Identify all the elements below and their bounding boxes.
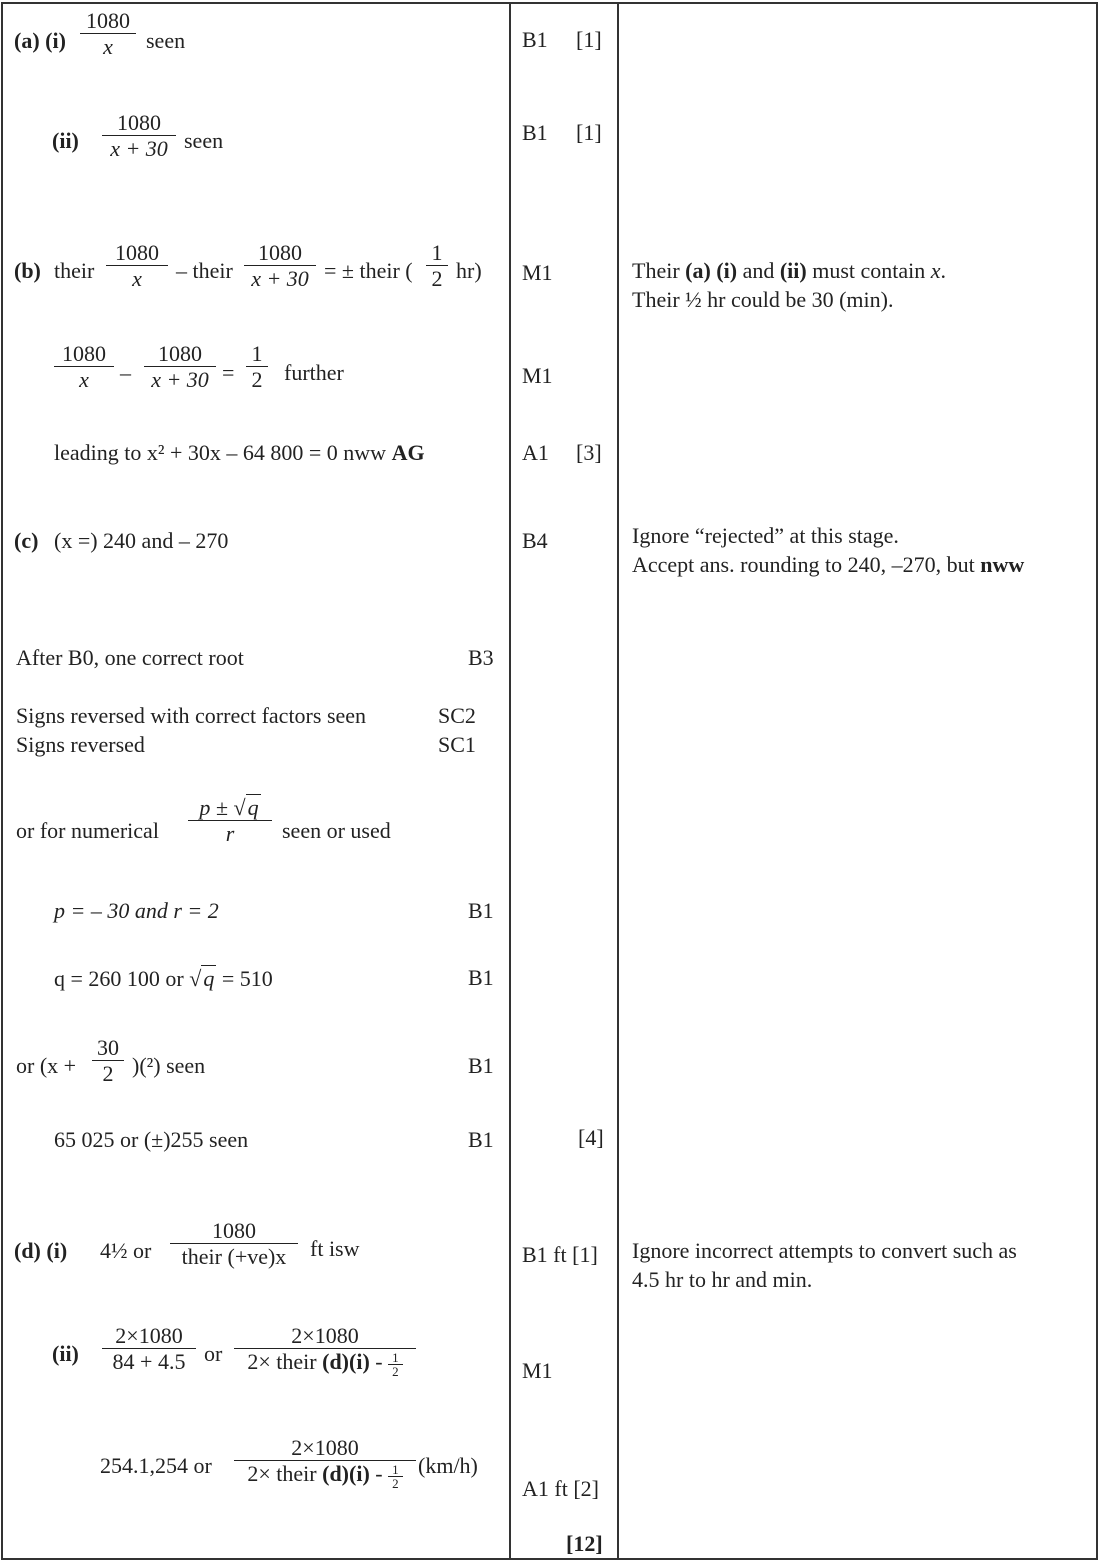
fraction-numerator: 1080 bbox=[117, 110, 161, 135]
b-mark-2: M1 bbox=[522, 363, 553, 388]
b-l2-minus: – bbox=[120, 360, 131, 385]
d-i-note-2: 4.5 hr to hr and min. bbox=[632, 1267, 813, 1292]
part-d-i-label: (d) (i) bbox=[14, 1238, 68, 1263]
a-ii-mark: B1 bbox=[522, 120, 548, 145]
c-signs-reversed-factors-mark: SC2 bbox=[438, 703, 476, 728]
b-note-2: Their ½ hr could be 30 (min). bbox=[632, 287, 894, 312]
fraction-denominator: 84 + 4.5 bbox=[102, 1348, 196, 1374]
b-minus-their-text: – their bbox=[176, 258, 233, 283]
sqrt-sign: √ bbox=[233, 795, 246, 820]
b-mark-1: M1 bbox=[522, 260, 553, 285]
fraction-denominator: r bbox=[188, 820, 272, 846]
a-i-mark: B1 bbox=[522, 27, 548, 52]
c-q-mark: B1 bbox=[468, 965, 494, 990]
c-or-text: or (x + bbox=[16, 1053, 77, 1078]
fraction-b-l2-3 bbox=[246, 341, 268, 393]
fraction-numerator: 1080 bbox=[158, 341, 202, 366]
fraction-b-1 bbox=[106, 240, 168, 292]
sqrt-q: q bbox=[203, 966, 215, 991]
fraction-numerator: 2×1080 bbox=[115, 1323, 183, 1348]
d-ii-mark-2: A1 ft [2] bbox=[522, 1476, 599, 1501]
a-ii-total: [1] bbox=[576, 120, 602, 145]
d-i-mark: B1 ft [1] bbox=[522, 1242, 598, 1267]
fraction-numerator: 1080 bbox=[212, 1218, 256, 1243]
den-bold: (d)(i) bbox=[322, 1349, 370, 1375]
column-divider-notes bbox=[617, 2, 619, 1560]
table-border-right bbox=[1096, 2, 1098, 1560]
d-ii-or: or bbox=[204, 1341, 223, 1366]
c-square-mark: B1 bbox=[468, 1127, 494, 1152]
fraction-numerator: 30 bbox=[97, 1035, 119, 1060]
fraction-numerator bbox=[188, 794, 272, 820]
fraction-numerator: 1 bbox=[431, 240, 443, 265]
fraction-denominator: x bbox=[106, 265, 168, 291]
tiny-numerator: 1 bbox=[392, 1461, 399, 1477]
tiny-half-fraction bbox=[388, 1463, 403, 1490]
a-ii-seen-text: seen bbox=[184, 128, 224, 153]
fraction-a-i bbox=[80, 8, 136, 60]
sqrt-sign: √ bbox=[189, 966, 202, 991]
c-square-line: 65 025 or (±)255 seen bbox=[54, 1127, 249, 1152]
note-bold: (a) (i) bbox=[685, 258, 738, 283]
b-mark-3: A1 bbox=[522, 440, 549, 465]
tiny-denominator: 2 bbox=[388, 1364, 403, 1378]
c-after-b0-mark: B3 bbox=[468, 645, 494, 670]
d-i-pre-text: 4½ or bbox=[100, 1238, 152, 1263]
den-text: 2× their bbox=[247, 1461, 317, 1487]
fraction-denominator: 2 bbox=[246, 366, 268, 392]
a-i-total: [1] bbox=[576, 27, 602, 52]
c-q-line bbox=[54, 965, 273, 992]
fraction-b-l2-1 bbox=[54, 341, 114, 393]
fraction-d-ii-1 bbox=[102, 1323, 196, 1375]
c-numerical-text: or for numerical bbox=[16, 818, 159, 843]
fraction-b-l2-2 bbox=[144, 341, 216, 393]
d-i-note-1: Ignore incorrect attempts to convert such as bbox=[632, 1238, 1017, 1263]
fraction-denominator bbox=[234, 1460, 416, 1489]
fraction-d-ii-2 bbox=[234, 1323, 416, 1378]
b-l2-further: further bbox=[284, 360, 344, 385]
c-signs-reversed-factors: Signs reversed with correct factors seen bbox=[16, 703, 367, 728]
fraction-denominator: 2 bbox=[426, 265, 448, 291]
fraction-numerator: 1080 bbox=[86, 8, 130, 33]
fraction-half bbox=[426, 240, 448, 292]
fraction-numerator: 1080 bbox=[258, 240, 302, 265]
den-text: - bbox=[375, 1349, 383, 1375]
fraction-numerator: 1080 bbox=[115, 240, 159, 265]
fraction-numerator: 2×1080 bbox=[291, 1323, 359, 1348]
b-note-1 bbox=[632, 258, 946, 284]
table-border-top bbox=[1, 2, 1098, 4]
den-text: 2× their bbox=[247, 1349, 317, 1375]
note-text: and bbox=[737, 258, 780, 283]
c-signs-reversed: Signs reversed bbox=[16, 732, 145, 757]
note-text: Their bbox=[632, 258, 686, 283]
a-i-seen-text: seen bbox=[146, 28, 186, 53]
c-or-seen: )(²) seen bbox=[132, 1053, 206, 1078]
fraction-d-i bbox=[170, 1218, 298, 1270]
c-seen-or-used: seen or used bbox=[282, 818, 391, 843]
fraction-a-ii bbox=[102, 110, 176, 162]
part-c-label: (c) bbox=[14, 528, 39, 553]
c-signs-reversed-mark: SC1 bbox=[438, 732, 476, 757]
note-italic: x bbox=[930, 258, 941, 283]
formula-q: q bbox=[247, 795, 259, 820]
den-text: - bbox=[375, 1461, 383, 1487]
note-text: must contain bbox=[806, 258, 931, 283]
fraction-denominator: x + 30 bbox=[244, 265, 316, 291]
d-ii-l2-pre: 254.1,254 or bbox=[100, 1453, 212, 1478]
tiny-numerator: 1 bbox=[392, 1349, 399, 1365]
c-after-b0-text: After B0, one correct root bbox=[16, 645, 244, 670]
b-their-text: their bbox=[54, 258, 95, 283]
c-mark: B4 bbox=[522, 528, 548, 553]
part-b-label: (b) bbox=[14, 258, 41, 283]
d-ii-mark: M1 bbox=[522, 1358, 553, 1383]
fraction-denominator bbox=[234, 1348, 416, 1377]
note-bold: (ii) bbox=[779, 258, 807, 283]
d-i-ft-isw: ft isw bbox=[310, 1236, 360, 1261]
table-border-left bbox=[1, 2, 3, 1560]
d-ii-unit: (km/h) bbox=[418, 1453, 478, 1478]
fraction-denominator: 2 bbox=[92, 1060, 124, 1086]
column-divider-marks bbox=[509, 2, 511, 1560]
part-a-ii-label: (ii) bbox=[52, 128, 79, 153]
b-l2-equals: = bbox=[222, 360, 235, 385]
table-border-bottom bbox=[1, 1558, 1098, 1560]
tiny-half-fraction bbox=[388, 1351, 403, 1378]
b-total: [3] bbox=[576, 440, 602, 465]
answer-given-marker: AG bbox=[391, 440, 425, 465]
c-total: [4] bbox=[578, 1125, 604, 1150]
fraction-denominator: their (+ve)x bbox=[170, 1243, 298, 1269]
b-leading-to-line bbox=[54, 440, 425, 466]
fraction-numerator: 2×1080 bbox=[291, 1435, 359, 1460]
formula-p: p ± bbox=[199, 795, 228, 820]
c-note-1: Ignore “rejected” at this stage. bbox=[632, 523, 899, 548]
c-answer-text: (x =) 240 and – 270 bbox=[54, 528, 229, 553]
part-a-i-label: (a) (i) bbox=[14, 28, 66, 53]
b-equals-their-text: = ± their ( bbox=[324, 258, 413, 283]
tiny-denominator: 2 bbox=[388, 1476, 403, 1490]
den-bold: (d)(i) bbox=[322, 1461, 370, 1487]
fraction-b-2 bbox=[244, 240, 316, 292]
fraction-denominator: x + 30 bbox=[102, 135, 176, 161]
part-d-ii-label: (ii) bbox=[52, 1341, 79, 1366]
fraction-d-ii-3 bbox=[234, 1435, 416, 1490]
fraction-denominator: x bbox=[54, 366, 114, 392]
fraction-quadratic-formula bbox=[188, 794, 272, 847]
fraction-denominator: x bbox=[80, 33, 136, 59]
note-text: . bbox=[940, 258, 947, 283]
grand-total: [12] bbox=[566, 1531, 603, 1556]
c-or-mark: B1 bbox=[468, 1053, 494, 1078]
equation-text: q = 260 100 or bbox=[54, 966, 184, 991]
c-note-2 bbox=[632, 552, 1024, 578]
fraction-denominator: x + 30 bbox=[144, 366, 216, 392]
b-hr-text: hr) bbox=[456, 258, 482, 283]
note-text: Accept ans. rounding to 240, –270, but bbox=[632, 552, 981, 577]
equation-text: leading to x² + 30x – 64 800 = 0 nww bbox=[54, 440, 387, 465]
c-p-mark: B1 bbox=[468, 898, 494, 923]
note-bold: nww bbox=[980, 552, 1025, 577]
equation-text: = 510 bbox=[221, 966, 273, 991]
fraction-numerator: 1 bbox=[251, 341, 263, 366]
fraction-30-over-2 bbox=[92, 1035, 124, 1087]
fraction-numerator: 1080 bbox=[62, 341, 106, 366]
c-p-line: p = – 30 and r = 2 bbox=[54, 898, 219, 923]
